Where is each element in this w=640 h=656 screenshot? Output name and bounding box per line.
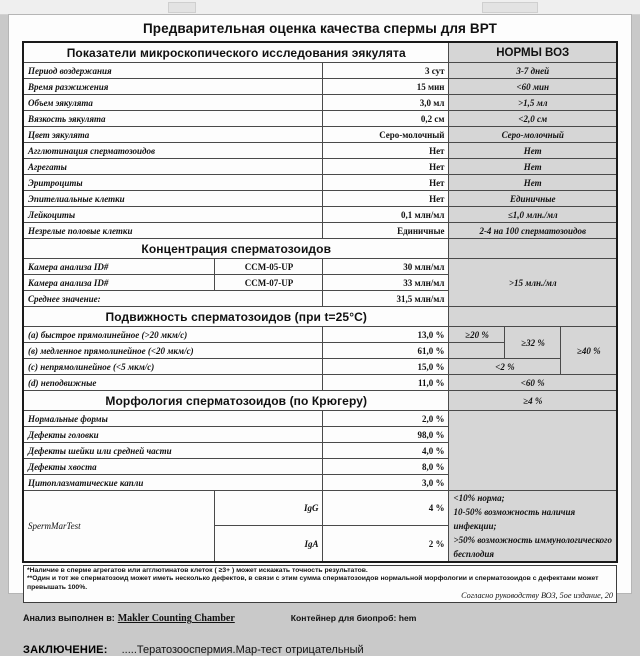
row-label: (a) быстрое прямолинейное (>20 мкм/с) [23,327,323,343]
row-value: 4,0 % [323,443,449,459]
header-microscopic: Показатели микроскопического исследования эякулята [23,42,449,63]
conclusion-row [23,644,617,656]
mar-test-label: SpermMarTest [23,491,215,563]
section-header-morphology [23,391,617,411]
row-label: Нормальные формы [23,411,323,427]
row-norm: Нет [449,175,617,191]
norm-spacer [449,239,617,259]
footnote-defects: **Один и тот же сперматозоид может иметь несколько дефектов, в связи с этим сумма сперматозоидов нормальной морфологии и сперматозоидов с дефектами может превышать 100%. [27,575,599,591]
section-title: Морфология сперматозоидов (по Крюгеру) [23,391,449,411]
section-header-concentration [23,239,617,259]
row-label: (в) медленное прямолинейное (<20 мкм/с) [23,343,323,359]
row-label: Среднее значение: [23,291,323,307]
norm-rapid: ≥20 % [449,327,505,343]
row-norm: >1,5 мл [449,95,617,111]
row-value: Нет [323,159,449,175]
row-value: 15 мин [323,79,449,95]
norm-nonprogressive: <2 % [449,359,561,375]
row-label: Агрегаты [23,159,323,175]
norm-spacer [449,343,505,359]
table-row [23,375,617,391]
row-label: Вязкость эякулята [23,111,323,127]
row-value: 3,0 мл [323,95,449,111]
row-label: Дефекты шейки или средней части [23,443,323,459]
table-header-row [23,42,617,63]
analysis-label: Анализ выполнен в: [23,613,115,624]
table-row [23,411,617,427]
table-row [23,127,617,143]
row-value: 98,0 % [323,427,449,443]
row-norm: Единичные [449,191,617,207]
row-norm: Нет [449,143,617,159]
row-label: Цвет эякулята [23,127,323,143]
row-norm: ≤1,0 млн./мл [449,207,617,223]
section-title: Концентрация сперматозоидов [23,239,449,259]
row-norm: Серо-молочный [449,127,617,143]
report-footer [23,613,617,656]
semen-analysis-table [22,41,618,563]
conclusion-label: ЗАКЛЮЧЕНИЕ: [23,644,108,656]
row-norm: Нет [449,159,617,175]
row-label: (d) неподвижные [23,375,323,391]
mar-ig-label: IgG [215,491,323,526]
table-row [23,143,617,159]
row-label: Эритроциты [23,175,323,191]
row-label: (c) непрямолинейное (<5 мкм/с) [23,359,323,375]
norm-spacer [449,307,617,327]
footnotes-box [23,565,617,603]
row-label: Дефекты хвоста [23,459,323,475]
mar-norm-line: >50% возможность иммунологического [453,535,612,545]
header-who-norms: НОРМЫ ВОЗ [449,42,617,63]
row-label: Объем эякулята [23,95,323,111]
table-row [23,359,617,375]
mar-ig-label: IgA [215,526,323,562]
table-row [23,191,617,207]
row-value: 2,0 % [323,411,449,427]
row-value: 61,0 % [323,343,449,359]
page-title: Предварительная оценка качества спермы для ВРТ [142,21,497,36]
row-value: Единичные [323,223,449,239]
table-row [23,259,617,275]
row-label: Время разжижения [23,79,323,95]
conclusion-text: .....Тератозооспермия.Мар-тест отрицательный [121,644,364,656]
mar-norm-line: бесплодия [453,549,494,559]
row-value: 0,2 см [323,111,449,127]
mar-ig-value: 2 % [323,526,449,562]
table-row [23,223,617,239]
norm-progressive: ≥32 % [505,327,561,359]
row-value: 15,0 % [323,359,449,375]
row-value: 13,0 % [323,327,449,343]
row-norm: >15 млн./мл [449,259,617,307]
norm-total-motile: ≥40 % [561,327,617,375]
table-row [23,207,617,223]
table-row [23,175,617,191]
norm-immotile: <60 % [449,375,617,391]
row-label: Незрелые половые клетки [23,223,323,239]
table-row [23,79,617,95]
row-norm: <60 мин [449,79,617,95]
table-row-mar-igg [23,491,617,526]
window-toolbar-strip [0,0,640,15]
section-title: Подвижность сперматозоидов (при t=25°C) [23,307,449,327]
table-row [23,159,617,175]
toolbar-field-placeholder[interactable] [482,2,538,13]
row-label: Период воздержания [23,63,323,79]
row-chamber-id: CCM-05-UP [215,259,323,275]
toolbar-button-placeholder[interactable] [168,2,196,13]
table-row [23,95,617,111]
footnote-aggregates: *Наличие в сперме агрегатов или агглютинатов клеток ( ≥3+ ) может искажать точность результатов. [27,567,368,574]
table-row [23,111,617,127]
row-value: Нет [323,143,449,159]
norm-spacer [449,411,617,491]
mar-norm-text [449,491,617,563]
row-norm: 2-4 на 100 сперматозоидов [449,223,617,239]
section-header-motility [23,307,617,327]
row-value: 31,5 млн/мл [323,291,449,307]
row-label: Камера анализа ID# [23,275,215,291]
container-info: Контейнер для биопроб: hem [290,613,417,624]
analysis-chamber-value: Makler Counting Chamber [117,613,235,625]
mar-ig-value: 4 % [323,491,449,526]
row-label: Камера анализа ID# [23,259,215,275]
mar-norm-line: <10% норма; [453,493,505,503]
row-value: 3,0 % [323,475,449,491]
row-label: Лейкоциты [23,207,323,223]
row-value: Нет [323,175,449,191]
row-label: Агглютинация сперматозоидов [23,143,323,159]
table-row [23,63,617,79]
row-label: Цитоплазматические капли [23,475,323,491]
row-value: Нет [323,191,449,207]
norm-morphology: ≥4 % [449,391,617,411]
report-page [8,14,632,656]
analysis-method-row [23,613,617,624]
mar-norm-line: 10-50% возможность наличия инфекции; [453,507,576,531]
table-row [23,327,617,343]
row-chamber-id: CCM-07-UP [215,275,323,291]
row-label: Дефекты головки [23,427,323,443]
who-reference: Согласно руководству ВОЗ, 5ое издание, 20 [461,591,613,601]
row-value: 3 сут [323,63,449,79]
row-value: Серо-молочный [323,127,449,143]
row-norm: 3-7 дней [449,63,617,79]
row-value: 11,0 % [323,375,449,391]
row-norm: <2,0 см [449,111,617,127]
row-value: 30 млн/мл [323,259,449,275]
row-value: 0,1 млн/мл [323,207,449,223]
row-label: Эпителиальные клетки [23,191,323,207]
row-value: 8,0 % [323,459,449,475]
row-value: 33 млн/мл [323,275,449,291]
